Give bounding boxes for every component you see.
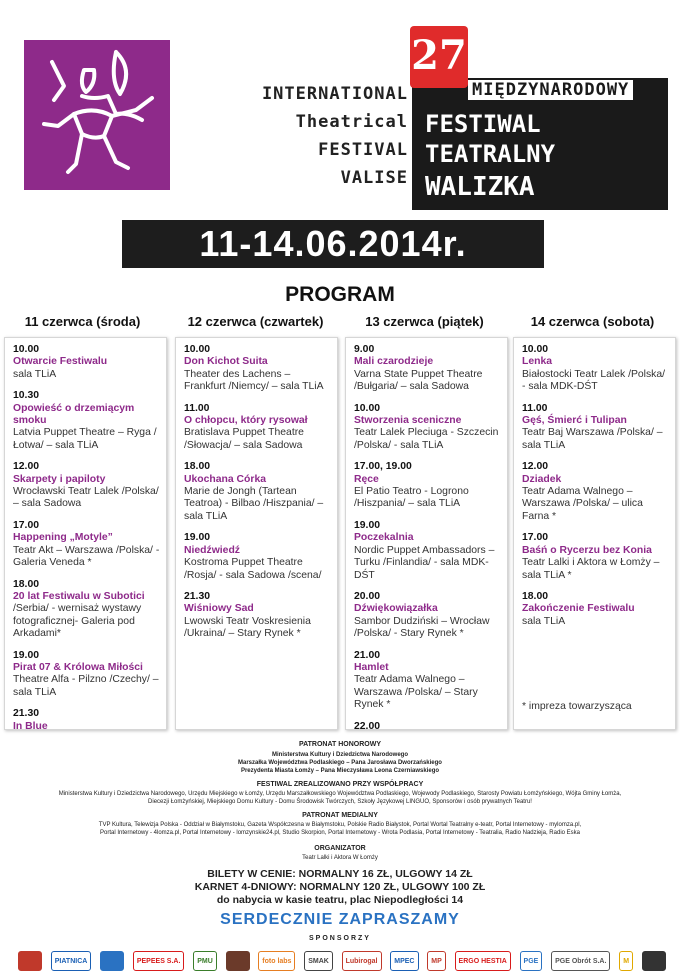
event — [13, 708, 160, 730]
event — [13, 650, 160, 700]
sponsor-logo — [642, 951, 666, 971]
event-details: Nordic Puppet Ambassadors – Turku /Finlandia/ - sala MDK-DŚT — [354, 544, 495, 581]
event-time: 19.00 — [13, 649, 40, 661]
event-time: 21.00 — [354, 649, 381, 661]
sponsor-logo: PGE — [520, 951, 543, 971]
ticket-line: BILETY W CENIE: NORMALNY 16 ZŁ, ULGOWY 14 ZŁ — [207, 868, 473, 880]
patronat-honorowy-heading: PATRONAT HONOROWY — [298, 741, 382, 748]
event-title: Dźwiękowiązałka — [354, 603, 438, 615]
event-details: Sambor Dudziński – Wrocław /Polska/ - Stary Rynek * — [354, 615, 490, 640]
puppet-figure-icon — [24, 40, 170, 190]
patronat-medialny-heading: PATRONAT MEDIALNY — [302, 812, 378, 819]
event-details: sala TLiA — [13, 368, 57, 380]
event-details: Kostroma Puppet Theatre /Rosja/ - sala Sadowa /scena/ — [184, 557, 322, 581]
event-time: 21.30 — [13, 708, 40, 720]
event-title: 20 lat Festiwalu w Subotici — [13, 590, 145, 602]
event-title: Niedźwiedź — [184, 544, 241, 556]
event-time: 17.00 — [522, 532, 549, 544]
event-time: 11.00 — [522, 402, 548, 414]
event-title: Happening „Motyle” — [13, 532, 113, 544]
event-details: Marie de Jongh (Tartean Teatroa) - Bilbao /Hiszpania/ – sala TLiA — [184, 486, 324, 522]
event-title: Baśń o Rycerzu bez Konia — [522, 544, 652, 556]
event — [13, 390, 160, 452]
wspolpraca-line: Ministerstwa Kultury i Dziedzictwa Narodowego, Urzędu Miejskiego w Łomży, Urzędu Marszałkowskiego Województwa Podlaskiego, Wojewody Podlaskiego, Starosty Powiatu Łomżyńskiego, Wójta Gminy Łomża, — [58, 791, 622, 797]
sponsor-logo: SMAK — [304, 951, 333, 971]
organizator-line: Teatr Lalki i Aktora W Łomży — [302, 855, 378, 861]
english-title-line: VALISE — [340, 168, 408, 188]
event — [184, 344, 331, 394]
event-details: El Patio Teatro - Logrono /Hiszpania/ – sala TLiA — [354, 486, 469, 510]
event-details: Teatr Lalek Pleciuga - Szczecin /Polska/ - sala TLiA — [354, 427, 499, 451]
event-title: Dziadek — [522, 473, 562, 485]
wspolpraca-heading: FESTIWAL ZREALIZOWANO PRZY WSPÓŁPRACY — [256, 781, 424, 788]
festival-logo — [24, 40, 170, 190]
event-details: Teatr Lalki i Aktora w Łomży – sala TLiA * — [522, 557, 660, 581]
medialny-line: TVP Kultura, Telewizja Polska - Oddział w Białymstoku, Gazeta Współczesna w Białymstoku, Polskie Radio Białystok, Portal Wortal Teatralny e-teatr, Portal Internetowy - mylomza.pl, — [98, 822, 582, 828]
event-time: 18.00 — [13, 578, 40, 590]
event — [354, 520, 501, 582]
patron-line: Ministerstwa Kultury i Dziedzictwa Narodowego — [271, 752, 409, 758]
event-title: O chłopcu, który rysował — [184, 415, 308, 427]
sponsor-logo: PGE Obrót S.A. — [551, 951, 610, 971]
event-title: Zakończenie Festiwalu — [522, 603, 635, 615]
event-details: Teatr Akt – Warszawa /Polska/ - Galeria Veneda * — [13, 544, 160, 569]
event — [184, 461, 331, 523]
event-details: Teatr Adama Walnego – Warszawa /Polska/ – Stary Rynek * — [354, 674, 478, 711]
event-details: Wrocławski Teatr Lalek /Polska/ – sala Sadowa — [13, 486, 159, 510]
event-time: 10.30 — [13, 390, 40, 402]
polish-title-line: MIĘDZYNARODOWY — [468, 80, 633, 100]
sponsor-logo — [226, 951, 250, 971]
footnote: * impreza towarzysząca — [522, 700, 632, 712]
event — [354, 591, 501, 641]
event-details: Teatr Adama Walnego – Warszawa /Polska/ – ulica Farna * — [522, 486, 643, 522]
sponsor-logo: MPEC — [390, 951, 418, 971]
event-details: Varna State Puppet Theatre /Bułgaria/ – sala Sadowa — [354, 368, 483, 393]
program-heading: PROGRAM — [285, 283, 395, 306]
day-heading: 12 czerwca (czwartek) — [187, 314, 324, 329]
event-title: Lenka — [522, 356, 553, 368]
english-title — [222, 80, 408, 192]
event-details: Bratislava Puppet Theatre /Słowacja/ – sala Sadowa — [184, 427, 304, 451]
invitation: SERDECZNIE ZAPRASZAMY — [220, 911, 460, 928]
event — [354, 721, 501, 730]
event — [522, 461, 669, 523]
sponsor-logo: M — [619, 951, 633, 971]
event — [522, 591, 669, 628]
event-time: 10.00 — [184, 344, 211, 355]
event-title: Mali czarodzieje — [354, 356, 434, 368]
event — [354, 344, 501, 394]
event-time: 18.00 — [184, 461, 211, 473]
event-title: Ręce — [354, 473, 379, 485]
event-time: 10.00 — [354, 402, 381, 414]
sponsor-logo — [18, 951, 42, 971]
event — [354, 403, 501, 453]
event-details: Theater des Lachens – Frankfurt /Niemcy/ – sala TLiA — [184, 368, 324, 393]
event-title: Stworzenia sceniczne — [354, 415, 462, 427]
event-time: 21.30 — [184, 590, 211, 602]
event — [522, 344, 669, 394]
festival-dates: 11-14.06.2014r. — [122, 220, 544, 268]
ticket-line: KARNET 4-DNIOWY: NORMALNY 120 ZŁ, ULGOWY 100 ZŁ — [194, 881, 486, 893]
event-details: sala TLiA — [522, 615, 566, 627]
event-time: 18.00 — [522, 590, 549, 602]
polish-title-line: FESTIWAL — [425, 110, 541, 138]
day-heading: 13 czerwca (piątek) — [365, 314, 484, 329]
event-time: 10.00 — [522, 344, 549, 355]
event-details: Theatre Alfa - Pilzno /Czechy/ – sala TLiA — [13, 674, 159, 698]
event — [13, 461, 160, 511]
medialny-line: Portal Internetowy - 4lomza.pl, Portal Internetowy - lomzynskie24.pl, Studio Skorpion, Portal Internetowy - Wrota Podlasia, Portal Internetowy - Teatralia, Radio Nadzieja, Radio Eska — [99, 830, 580, 836]
event — [354, 461, 501, 511]
sponsor-logo: Lubirogal — [342, 951, 382, 971]
event-time: 20.00 — [354, 590, 381, 602]
day-heading: 11 czerwca (środa) — [24, 314, 141, 329]
event-time: 9.00 — [354, 344, 375, 355]
english-title-line: INTERNATIONAL — [261, 84, 408, 104]
sponsor-logo: MP — [427, 951, 446, 971]
sponsor-logo — [100, 951, 124, 971]
event-title: In Blue — [13, 720, 48, 730]
organizator-heading: ORGANIZATOR — [314, 845, 366, 852]
event-title: Gęś, Śmierć i Tulipan — [522, 415, 627, 427]
event — [184, 403, 331, 453]
event-time: 19.00 — [354, 519, 381, 531]
event-time: 12.00 — [13, 461, 40, 473]
english-title-line: FESTIVAL — [318, 140, 408, 160]
sponsor-logo: PMU — [193, 951, 217, 971]
day-column — [4, 337, 167, 730]
event-time: 10.00 — [13, 344, 40, 355]
day-column — [175, 337, 338, 730]
event-title: Opowieść o drzemiącym smoku — [13, 402, 135, 427]
wspolpraca-line: Diecezji Łomżyńskiej, Miejskiego Domu Kultury - Domu Środowisk Twórczych, Szkoły Językowej LINGUO, Sponsorów i osób prywatnych Teatru! — [148, 799, 532, 805]
event-time: 22.00 — [354, 720, 381, 730]
day-column — [513, 337, 676, 730]
event — [13, 520, 160, 570]
event-details: Latvia Puppet Theatre – Ryga /Łotwa/ – sala TLiA — [13, 427, 157, 451]
event-details: /Serbia/ - wernisaż wystawy fotograficznej- Galeria pod Arkadami* — [13, 603, 142, 640]
event-time: 17.00 — [13, 519, 40, 531]
sponsor-logos — [18, 948, 666, 974]
sponsor-logo: ERGO HESTIA — [455, 951, 511, 971]
event-title: Ukochana Córka — [184, 473, 266, 485]
sponsor-logo: PIATNICA — [51, 951, 92, 971]
polish-title-line: WALIZKA — [425, 172, 535, 202]
day-column — [345, 337, 508, 730]
event — [13, 344, 160, 381]
event-time: 11.00 — [184, 402, 210, 414]
event — [13, 579, 160, 641]
patron-line: Prezydenta Miasta Łomży – Pana Mieczysława Leona Czerniawskiego — [240, 768, 440, 774]
event-title: Poczekalnia — [354, 532, 414, 544]
event-time: 17.00, 19.00 — [354, 461, 412, 473]
event-details: Lwowski Teatr Voskresienia /Ukraina/ – Stary Rynek * — [184, 615, 311, 640]
event — [184, 591, 331, 641]
patron-line: Marszałka Województwa Podlaskiego – Pana Jarosława Dworzańskiego — [238, 760, 442, 766]
event — [354, 650, 501, 712]
edition-number: 27 — [410, 26, 468, 88]
event-title: Otwarcie Festiwalu — [13, 356, 108, 368]
event-title: Wiśniowy Sad — [184, 603, 254, 615]
event — [522, 532, 669, 582]
sponsors-heading: SPONSORZY — [309, 935, 371, 942]
event — [184, 532, 331, 582]
event-time: 12.00 — [522, 461, 549, 473]
event-title: Skarpety i papiloty — [13, 473, 106, 485]
event-title: Pirat 07 & Królowa Miłości — [13, 661, 143, 673]
sponsor-logo: PEPEES S.A. — [133, 951, 185, 971]
event-title: Hamlet — [354, 661, 389, 673]
english-title-line: Theatrical — [295, 112, 408, 132]
event-title: Don Kichot Suita — [184, 356, 268, 368]
event — [522, 403, 669, 453]
event-details: Teatr Baj Warszawa /Polska/ – sala TLiA — [522, 427, 663, 451]
polish-title-line: TEATRALNY — [425, 140, 556, 168]
sponsor-logo: foto labs — [258, 951, 295, 971]
ticket-line: do nabycia w kasie teatru, plac Niepodległości 14 — [216, 894, 464, 906]
event-time: 19.00 — [184, 532, 211, 544]
event-details: Białostocki Teatr Lalek /Polska/ - sala MDK-DŚT — [522, 368, 666, 393]
day-heading: 14 czerwca (sobota) — [530, 314, 655, 329]
